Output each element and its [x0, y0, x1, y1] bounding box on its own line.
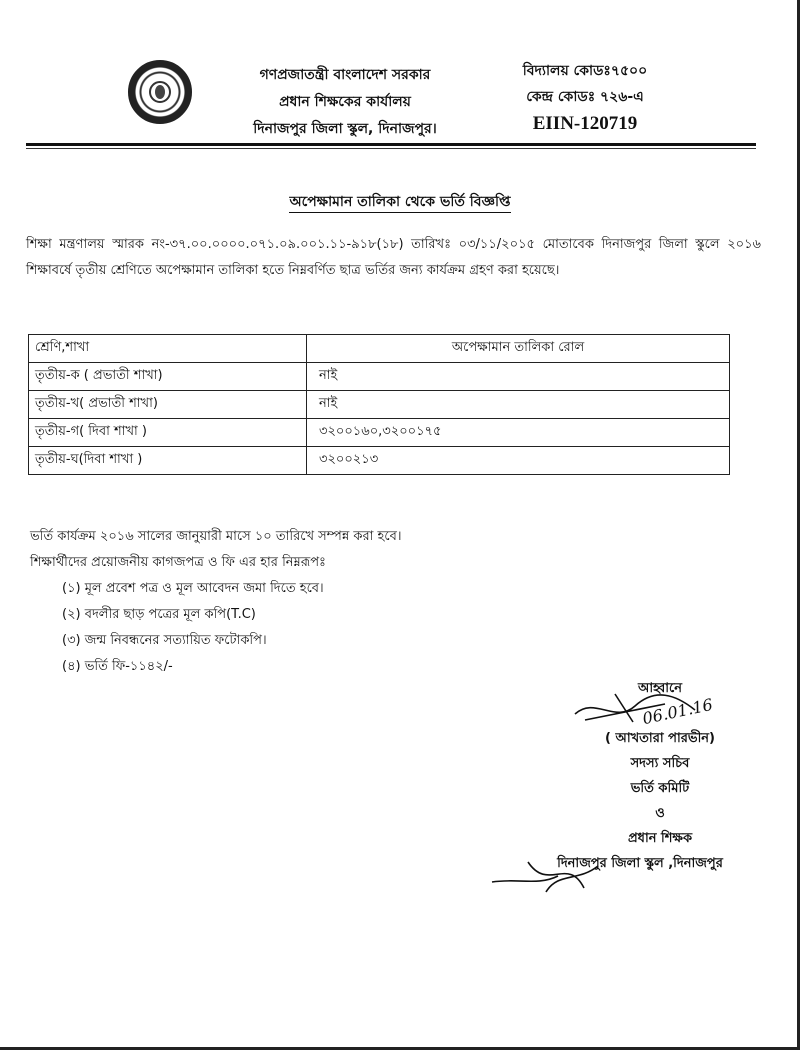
notice-title-text: অপেক্ষামান তালিকা থেকে ভর্তি বিজ্ঞপ্তি	[289, 194, 510, 213]
roll-cell: নাই	[307, 391, 730, 419]
class-cell: তৃতীয়-খ( প্রভাতী শাখা)	[29, 391, 307, 419]
roll-cell: ৩২০০১৬০,৩২০০১৭৫	[307, 419, 730, 447]
header-divider-thin	[26, 148, 756, 149]
seal-emblem-icon	[155, 85, 165, 99]
eiin-number: EIIN-120719	[532, 113, 638, 134]
class-cell: তৃতীয়-গ( দিবা শাখা )	[29, 419, 307, 447]
signatory-conjunction: ও	[655, 806, 665, 821]
notice-title	[0, 190, 800, 214]
codes-header	[500, 58, 670, 138]
signature-spacer	[560, 701, 760, 726]
government-line: গণপ্রজাতন্ত্রী বাংলাদেশ সরকার	[259, 67, 431, 83]
notice-body: শিক্ষা মন্ত্রণালয় স্মারক নং-৩৭.০০.০০০০.০৭১.০৯.০০১.১১-৯১৮(১৮) তারিখঃ ০৩/১১/২০১৫ মোতাবেক দিনাজপুর জিলা স্কুলে ২০১৬ শিক্ষাবর্ষে তৃতীয় শ্রেণিতে অপেক্ষামান তালিকা হতে নিম্নবর্ণিত ছাত্র ভর্তির জন্য কার্যক্রম গ্রহণ করা হয়েছে।	[26, 237, 761, 278]
signatory-role-committee: ভর্তি কমিটি	[630, 781, 690, 796]
class-cell: তৃতীয়-ঘ(দিবা শাখা )	[29, 447, 307, 475]
center-code: কেন্দ্র কোডঃ ৭২৬-এ	[526, 89, 644, 105]
list-item: (১) মূল প্রবেশ পত্র ও মূল আবেদন জমা দিতে হবে।	[62, 581, 324, 596]
admission-date-line: ভর্তি কার্যক্রম ২০১৬ সালের জানুয়ারী মাসে ১০ তারিখে সম্পন্ন করা হবে।	[30, 529, 402, 544]
signatory-school: দিনাজপুর জিলা স্কুল ,দিনাজপুর	[557, 856, 723, 871]
signatory-role-headmaster: প্রধান শিক্ষক	[627, 831, 693, 846]
list-item: (৩) জন্ম নিবন্ধনের সত্যায়িত ফটোকপি।	[62, 633, 267, 648]
office-line: প্রধান শিক্ষকের কার্যালয়	[279, 94, 411, 110]
signature-date: 06.01.16	[640, 694, 715, 729]
signatory-role-member-secretary: সদস্য সচিব	[630, 756, 690, 771]
documents-intro-line: শিক্ষার্থীদের প্রয়োজনীয় কাগজপত্র ও ফি এর হার নিম্নরূপঃ	[30, 555, 326, 570]
header-divider-thick	[26, 143, 756, 146]
roll-cell: ৩২০০২১৩	[307, 447, 730, 475]
admission-info	[30, 524, 730, 680]
school-code: বিদ্যালয় কোডঃ৭৫০০	[522, 63, 648, 79]
waiting-list-table	[28, 334, 730, 475]
signatory-name: ( আখতারা পারভীন)	[605, 731, 715, 746]
signature-greeting: আহ্বানে	[637, 681, 683, 696]
header-waiting-roll: অপেক্ষামান তালিকা রোল	[307, 335, 730, 363]
headmaster-signature	[488, 852, 608, 902]
list-item: (৪) ভর্তি ফি-১১৪২/-	[62, 659, 173, 674]
table-header-row	[29, 335, 730, 363]
school-name-line: দিনাজপুর জিলা স্কুল, দিনাজপুর।	[253, 121, 437, 137]
list-item: (২) বদলীর ছাড় পত্রের মূল কপি(T.C)	[62, 607, 256, 622]
roll-cell: নাই	[307, 363, 730, 391]
class-cell: তৃতীয়-ক ( প্রভাতী শাখা)	[29, 363, 307, 391]
table-row	[29, 363, 730, 391]
office-header	[215, 62, 475, 143]
signature-block	[557, 676, 760, 876]
table-row	[29, 447, 730, 475]
school-seal-logo	[128, 60, 192, 124]
table-row	[29, 391, 730, 419]
table-row	[29, 419, 730, 447]
header-class-section: শ্রেণি,শাখা	[29, 335, 307, 363]
